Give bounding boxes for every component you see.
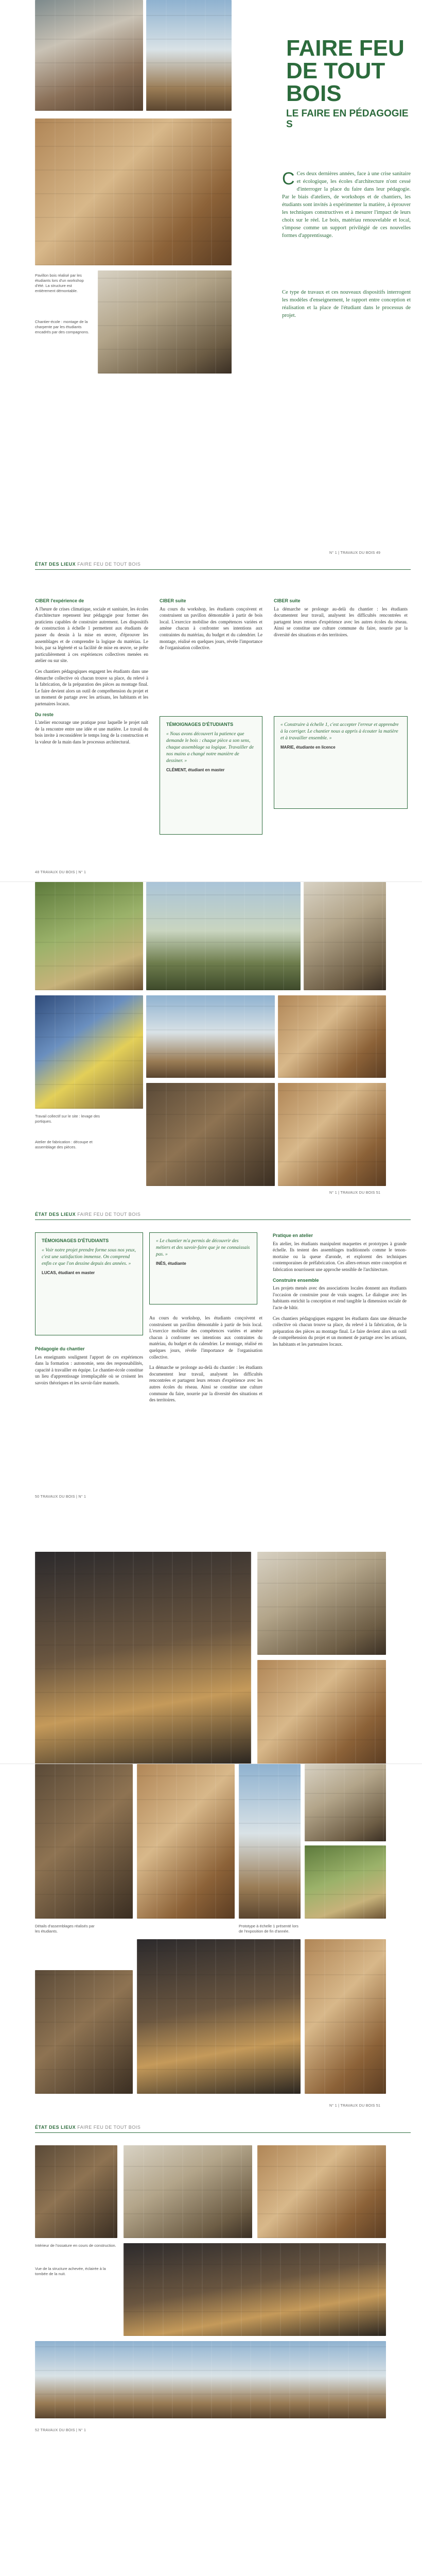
rubric-suffix: FAIRE FEU DE TOUT BOIS <box>77 562 141 567</box>
photo-timber-detail <box>257 2145 386 2238</box>
photo-worker-helmet <box>146 882 301 990</box>
testimonial-box <box>160 716 262 835</box>
paragraph: Les enseignants soulignent l'apport de ces expériences dans la formation : autonomie, sens des responsabilités, capacité à travailler en équipe. Le chantier-école constitue un lieu d'apprentissage irremplaçable où se croisent les savoirs théoriques et les savoir-faire manuels. <box>35 1354 143 1385</box>
photo-workbench <box>257 1552 386 1655</box>
photo-caption: Atelier de fabrication : découpe et assemblage des pièces. <box>35 1140 93 1149</box>
photo-evening-view <box>124 2243 386 2336</box>
photo-caption: Travail collectif sur le site : levage des portiques. <box>35 1114 100 1124</box>
photo-workers-roof <box>146 995 275 1078</box>
paragraph: En atelier, les étudiants manipulent maquettes et prototypes à grande échelle. Ils testent des assemblages traditionnels comme le tenon-mortaise ou la queue d'aronde, et explorent des techniques contemporaines de préfabrication. Ces allers-retours entre conception et fabrication nourrissent une approche sensible de l'architecture. <box>273 1241 407 1272</box>
photo-building-facade <box>35 0 143 111</box>
paragraph: A l'heure de crises climatique, sociale et sanitaire, les écoles d'architecture repensent leur pédagogie pour former des praticiens capables de construire autrement. Les dispositifs de construction à échelle 1 permettent aux étudiants de passer du dessin à la mise en œuvre, d'éprouver les assemblages et de comprendre la logique du matériau. Le bois, par sa légèreté et sa facilité de mise en œuvre, se prête particulièrement à ces expériences collectives menées en atelier ou sur site. <box>35 606 148 664</box>
photo-joinery <box>278 1083 386 1186</box>
testimonial-author: CLÉMENT, étudiant en master <box>166 768 225 772</box>
photo-caption: Pavillon bois réalisé par les étudiants lors d'un workshop d'été. La structure est entièrement démontable. <box>35 273 84 293</box>
photo-frame-detail <box>304 882 386 990</box>
text-column <box>273 1232 407 1352</box>
spread-page-2 <box>0 882 422 1764</box>
photo-timber-structure <box>35 118 232 265</box>
testimonial-author: MARIE, étudiante en licence <box>280 745 336 750</box>
article-lead <box>282 170 411 240</box>
text-column <box>160 598 262 655</box>
photo-team-on-site <box>35 882 143 990</box>
photo-workshop-hall <box>98 270 232 374</box>
testimonial-box <box>274 716 408 809</box>
section-heading: CIBER suite <box>160 598 186 603</box>
section-heading: Pratique en atelier <box>273 1233 313 1238</box>
page-folio: 52 TRAVAUX DU BOIS | N° 1 <box>35 2429 86 2432</box>
paragraph: Ces chantiers pédagogiques engagent les étudiants dans une démarche collective où chacun trouve sa place, du relevé à la fabrication, de la préparation des pièces au montage final. Le faire devient alors un outil de compréhension du projet et un moment de partage avec les artisans, les habitants et les partenaires locaux. <box>35 668 148 706</box>
photo-caption: Intérieur de l'ossature en cours de construction. <box>35 2243 116 2248</box>
text-column <box>35 598 148 749</box>
rubric-label: ÉTAT DES LIEUX <box>35 562 76 567</box>
paragraph: La démarche se prolonge au-delà du chantier : les étudiants documentent leur travail, analysent les difficultés rencontrées et partagent leurs retours d'expérience avec les autres écoles du réseau. Ainsi se constitue une culture commune du faire, nourrie par la diversité des situations et des territoires. <box>274 606 408 637</box>
photo-stacked-planks <box>305 1939 386 2094</box>
paragraph: Les projets menés avec des associations locales donnent aux étudiants l'occasion de construire pour de vrais usagers. Le dialogue avec les habitants enrichit la conception et rend tangible la dimension sociale de l'acte de bâtir. <box>273 1285 407 1310</box>
testimonial-box <box>35 1232 143 1335</box>
rubric-label: ÉTAT DES LIEUX <box>35 1212 76 1217</box>
paragraph: Au cours du workshop, les étudiants conçoivent et construisent un pavillon démontable à partir de bois local. L'exercice mobilise des compétences variées et amène chacun à confronter ses intentions aux contraintes du matériau, du budget et du calendrier. Le montage, réalisé en quelques jours, révèle l'importance de l'organisation collective. <box>160 606 262 651</box>
page-folio: N° 1 | TRAVAUX DU BOIS 51 <box>329 1191 381 1195</box>
paragraph: L'atelier encourage une pratique pour laquelle le projet naît de la rencontre entre une idée et une matière. Le travail du bois invite à reconsidérer le temps long de la construction et la valeur de la main dans le processus architectural. <box>35 720 148 744</box>
rubric-suffix: FAIRE FEU DE TOUT BOIS <box>77 1212 141 1217</box>
dropcap: C <box>282 169 295 189</box>
photo-tools <box>257 1660 386 1764</box>
photo-caption: Chantier-école : montage de la charpente par les étudiants encadrés par des compagnons. <box>35 319 90 334</box>
page-folio: N° 1 | TRAVAUX DU BOIS 51 <box>329 2104 381 2108</box>
lead-text: Ces deux dernières années, face à une crise sanitaire et écologique, les écoles d'architecture n'ont cessé d'interroger la place du faire dans leur pédagogie. Par le biais d'ateliers, de workshops et de chantiers, les étudiants sont invités à expérimenter la matière, à éprouver les techniques constructives et à mesurer l'impact de leurs choix sur le réel. Le bois, matériau renouvelable et local, s'impose comme un support privilégié de ces nouvelles formes d'apprentissage. <box>282 171 411 239</box>
paragraph: Au cours du workshop, les étudiants conçoivent et construisent un pavillon démontable à partir de bois local. L'exercice mobilise des compétences variées et amène chacun à confronter ses intentions aux contraintes du matériau, du budget et du calendrier. Le montage, réalisé en quelques jours, révèle l'importance de l'organisation collective. <box>149 1315 262 1360</box>
photo-beam-assembly <box>137 1764 235 1919</box>
testimonial-text: « Voir notre projet prendre forme sous nos yeux, c'est une satisfaction immense. On comprend enfin ce que l'on dessine depuis des années. » <box>42 1248 136 1266</box>
photo-caption: Détails d'assemblages réalisés par les étudiants. <box>35 1924 95 1934</box>
testimonial-text: « Le chantier m'a permis de découvrir des métiers et des savoir-faire que je ne connaissais pas. » <box>156 1239 250 1257</box>
text-column <box>274 598 408 642</box>
section-rubric <box>35 562 140 567</box>
photo-final-pavilion <box>35 2341 386 2418</box>
photo-courtyard <box>146 0 232 111</box>
article-title: FAIRE FEU DE TOUT BOIS <box>286 36 405 106</box>
spread-page-3 <box>0 1764 422 2576</box>
photo-outdoor-structure <box>239 1764 301 1919</box>
section-heading: Construire ensemble <box>273 1277 319 1283</box>
paragraph: La démarche se prolonge au-delà du chantier : les étudiants documentent leur travail, analysent les difficultés rencontrées et partagent leurs retours d'expérience avec les autres écoles du réseau. Ainsi se constitue une culture commune du faire, nourrie par la diversité des situations et des territoires. <box>149 1365 262 1403</box>
photo-interior-frame <box>35 1552 251 1764</box>
article-title-block <box>286 37 410 130</box>
photo-garden-pavilion <box>305 1845 386 1919</box>
photo-caption: Vue de la structure achevée, éclairée à la tombée de la nuit. <box>35 2266 106 2276</box>
rubric-suffix: FAIRE FEU DE TOUT BOIS <box>77 2125 141 2130</box>
section-heading: Du reste <box>35 711 54 717</box>
page-folio: 48 TRAVAUX DU BOIS | N° 1 <box>35 871 86 874</box>
photo-night-structure <box>137 1939 301 2094</box>
testimonial-text: « Construire à échelle 1, c'est accepter l'erreur et apprendre à la corriger. Le chantier nous a appris à écouter la matière et à travailler ensemble. » <box>280 722 399 741</box>
rubric-label: ÉTAT DES LIEUX <box>35 2125 76 2130</box>
testimonial-text: « Nous avons découvert la patience que demande le bois : chaque pièce a son sens, chaque assemblage sa logique. Travailler de nos mains a changé notre manière de dessiner. » <box>166 732 254 764</box>
photo-hands-working <box>35 1970 133 2094</box>
photo-timber-stack <box>278 995 386 1078</box>
section-rubric <box>35 2125 140 2130</box>
photo-workshop-interior <box>35 1764 133 1919</box>
section-heading: CIBER l'expérience de <box>35 598 84 603</box>
page-folio: N° 1 | TRAVAUX DU BOIS 49 <box>329 551 381 555</box>
testimonial-box <box>149 1232 257 1304</box>
photo-roof-truss <box>146 1083 275 1186</box>
testimonial-heading: TÉMOIGNAGES D'ÉTUDIANTS <box>42 1238 109 1243</box>
section-rubric <box>35 1212 140 1217</box>
section-heading: CIBER suite <box>274 598 301 603</box>
article-lead-2: Ce type de travaux et ces nouveaux dispositifs interrogent les modèles d'enseignement, le rapport entre conception et réalisation et la place de l'étudiant dans le processus de projet. <box>282 290 411 318</box>
photo-interior-beams <box>124 2145 252 2238</box>
rubric-rule <box>35 1219 411 1220</box>
section-heading: Pédagogie du chantier <box>35 1346 85 1351</box>
testimonial-heading: TÉMOIGNAGES D'ÉTUDIANTS <box>166 722 234 727</box>
testimonial-author: INÈS, étudiante <box>156 1261 186 1266</box>
text-column <box>149 1315 262 1408</box>
paragraph: Ces chantiers pédagogiques engagent les étudiants dans une démarche collective où chacun trouve sa place, du relevé à la fabrication, de la préparation des pièces au montage final. Le faire devient alors un outil de compréhension du projet et un moment de partage avec les artisans, les habitants et les partenaires locaux. <box>273 1315 407 1347</box>
article-subtitle: LE FAIRE EN PÉDAGOGIE S <box>286 108 409 130</box>
photo-detail-joint <box>305 1764 386 1841</box>
photo-helmeted-student <box>35 995 143 1109</box>
rubric-rule <box>35 569 411 570</box>
photo-workshop-team <box>35 2145 117 2238</box>
rubric-rule <box>35 2132 411 2133</box>
text-column <box>35 1346 143 1391</box>
testimonial-author: LUCAS, étudiant en master <box>42 1270 95 1275</box>
spread-page-1 <box>0 0 422 882</box>
photo-caption: Prototype à échelle 1 présenté lors de l'exposition de fin d'année. <box>239 1924 298 1934</box>
page-folio: 50 TRAVAUX DU BOIS | N° 1 <box>35 1495 86 1499</box>
